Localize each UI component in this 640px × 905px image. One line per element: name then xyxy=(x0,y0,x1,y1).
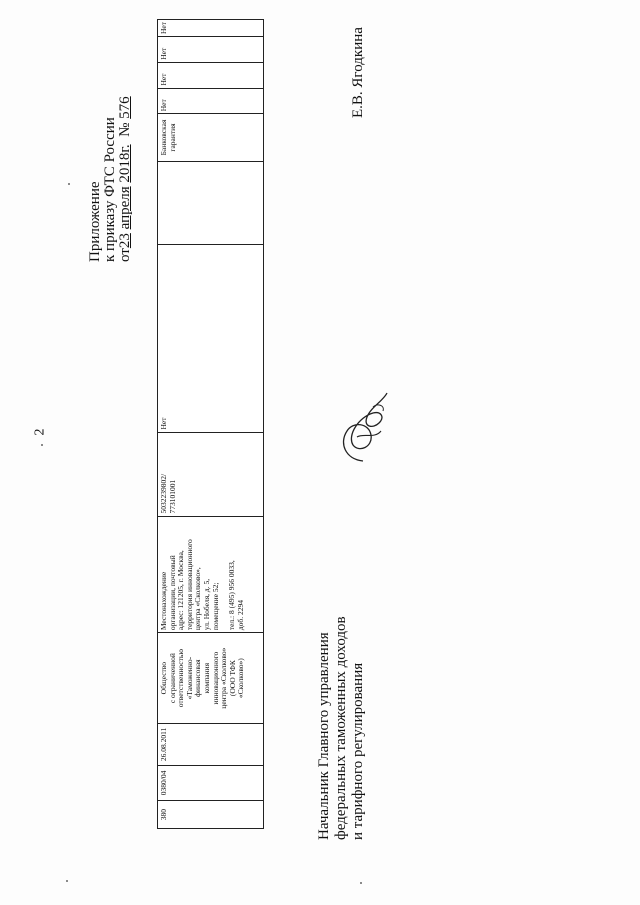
date-month: апреля xyxy=(117,186,133,230)
position-line-1: Начальник Главного управления xyxy=(316,632,332,840)
header-order: к приказу ФТС России xyxy=(102,117,118,262)
order-number: 576 xyxy=(117,96,133,119)
date-day: 23 xyxy=(117,233,133,249)
handwritten-signature xyxy=(333,387,393,467)
cell-col7 xyxy=(158,161,263,244)
order-header xyxy=(88,96,133,262)
signature-position xyxy=(316,616,367,840)
name-line: «Таможенно- xyxy=(184,656,194,700)
cell-date: 26.08.2011 xyxy=(158,723,263,765)
name-line: «Сколково») xyxy=(236,658,246,699)
address-line: Местонахождение xyxy=(159,571,168,631)
address-line: ул. Нобеля, д. 5, xyxy=(201,578,211,631)
name-line: компания xyxy=(201,662,211,694)
kpp-line: 773101001 xyxy=(167,479,177,514)
cell-index: 380 xyxy=(158,800,263,828)
cell-col6: Нет xyxy=(158,244,263,432)
name-line: (ООО ТФК xyxy=(227,660,237,697)
address-line: территория инновационного xyxy=(184,539,194,631)
cell-guarantee xyxy=(158,113,263,160)
address-line: адрес: 121205, г. Москва, xyxy=(176,550,186,631)
header-date-line xyxy=(118,96,133,262)
name-line: центра «Сколково» xyxy=(219,647,229,709)
cell-code: 0380/04 xyxy=(158,765,263,801)
position-line-3: и тарифного регулирования xyxy=(350,662,366,840)
number-sign: № xyxy=(117,122,133,137)
registry-table xyxy=(157,19,264,829)
guarantee-line: Банковская xyxy=(159,119,168,156)
cell-flag-3: Нет xyxy=(158,36,263,62)
name-line: инновационного xyxy=(210,651,220,705)
name-line: финансовая xyxy=(193,659,203,697)
date-year: 2018г. xyxy=(117,144,133,183)
address-line: организации, почтовый xyxy=(167,555,177,631)
scan-speck xyxy=(68,183,70,185)
scan-speck xyxy=(66,880,68,882)
header-appendix: Приложение xyxy=(87,181,103,262)
cell-flag-4: Нет xyxy=(159,21,168,35)
inn-line: 5032239802/ xyxy=(159,473,168,514)
guarantee-line: гарантия xyxy=(167,123,177,152)
address-line: помещение 52; xyxy=(210,582,220,631)
scan-speck xyxy=(360,882,362,884)
phone-line: тел.: 8 (495) 956 0033, xyxy=(227,560,237,631)
signer-name: Е.В. Ягодкина xyxy=(350,27,366,118)
scan-speck xyxy=(41,444,43,446)
cell-org-name xyxy=(158,632,263,723)
name-line: с ограниченной xyxy=(167,653,177,704)
position-line-2: федеральных таможенных доходов xyxy=(333,616,349,840)
cell-flag-1: Нет xyxy=(158,88,263,114)
cell-inn-kpp xyxy=(158,432,263,516)
page-number: 2 xyxy=(32,428,48,436)
date-prefix: от xyxy=(117,248,133,262)
cell-flag-2: Нет xyxy=(158,62,263,88)
name-line: Общество xyxy=(159,661,168,695)
name-line: ответственностью xyxy=(176,649,186,708)
address-line: центра «Сколково», xyxy=(193,567,203,631)
phone-line: доб. 2294 xyxy=(235,600,245,631)
cell-address xyxy=(158,516,263,633)
